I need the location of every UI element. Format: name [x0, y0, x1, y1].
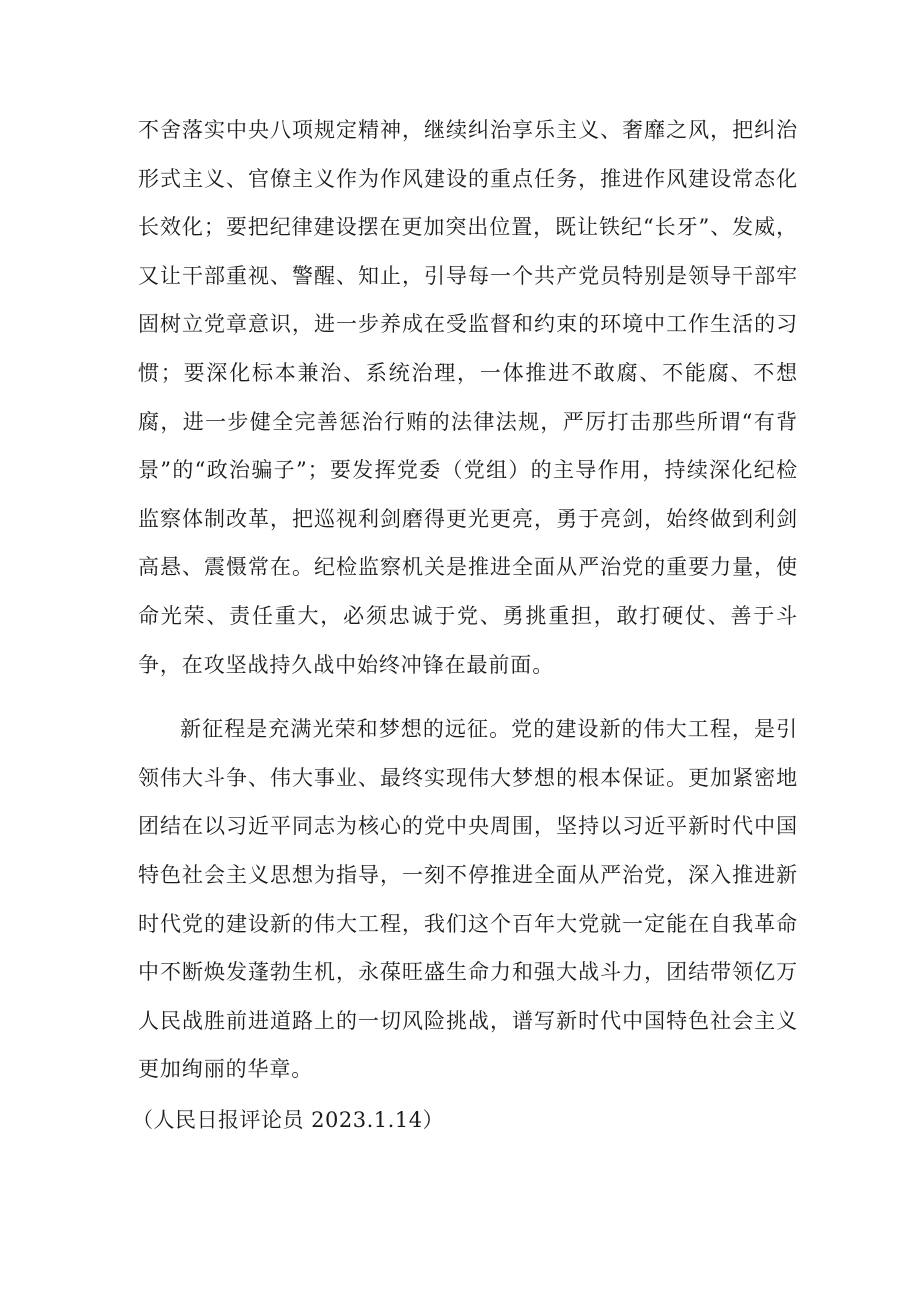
- document-page: [132, 106, 798, 1144]
- body-paragraph-2: 新征程是充满光荣和梦想的远征。党的建设新的伟大工程，是引领伟大斗争、伟大事业、最终实现伟大梦想的根本保证。更加紧密地团结在以习近平同志为核心的党中央周围，坚持以习近平新时代中国特色社会主义思想为指导，一刻不停推进全面从严治党，深入推进新时代党的建设新的伟大工程，我们这个百年大党就一定能在自我革命中不断焕发蓬勃生机，永葆旺盛生命力和强大战斗力，团结带领亿万人民战胜前进道路上的一切风险挑战，谱写新时代中国特色社会主义更加绚丽的华章。: [138, 717, 798, 1082]
- body-paragraph-1: 不舍落实中央八项规定精神，继续纠治享乐主义、奢靡之风，把纠治形式主义、官僚主义作为作风建设的重点任务，推进作风建设常态化长效化；要把纪律建设摆在更加突出位置，既让铁纪“长牙”、发威，又让干部重视、警醒、知止，引导每一个共产党员特别是领导干部牢固树立党章意识，进一步养成在受监督和约束的环境中工作生活的习惯；要深化标本兼治、系统治理，一体推进不敢腐、不能腐、不想腐，进一步健全完善惩治行贿的法律法规，严厉打击那些所谓“有背景”的“政治骗子”；要发挥党委（党组）的主导作用，持续深化纪检监察体制改革，把巡视利剑磨得更光更亮，勇于亮剑，始终做到利剑高悬、震慑常在。纪检监察机关是推进全面从严治党的重要力量，使命光荣、责任重大，必须忠诚于党、勇挑重担，敢打硬仗、善于斗争，在攻坚战持久战中始终冲锋在最前面。: [138, 118, 798, 677]
- source-attribution: （人民日报评论员 2023.1.14）: [132, 1107, 445, 1132]
